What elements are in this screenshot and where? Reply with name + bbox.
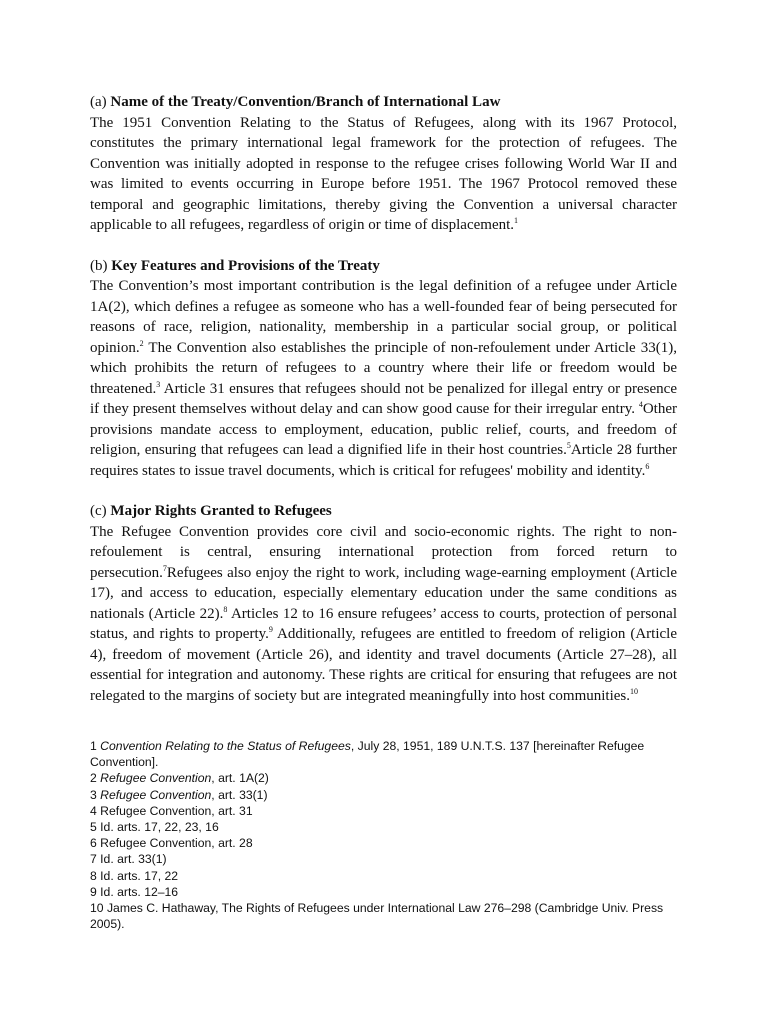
paragraph-text: The 1951 Convention Relating to the Status of Refugees, along with its 1967 Protocol, constitutes the primary international legal framework for the protection of refugees. The Convention was initially adopted in response to the refugee crises following World War II and was limited to events occurring in Europe before 1951. The 1967 Protocol removed these temporal and geographic limitations, thereby giving the Convention a universal character applicable to all refugees, regardless of origin or time of displacement. [90, 114, 677, 233]
footnote-reference: 7 [162, 563, 167, 573]
footnote-reference: 6 [645, 461, 650, 471]
paragraph-text: Article 28 further requires states to issue travel documents, which is critical for refugees' mobility and identity. [90, 442, 677, 479]
footnote-reference: 9 [268, 625, 273, 634]
section-paragraph [90, 276, 677, 481]
paragraph-text: The Convention’s most important contribution is the legal definition of a refugee under Article 1A(2), which defines a refugee as someone who has a well-founded fear of being persecuted for reasons of race, religion, nationality, membership in a particular social group, or political opinion. [90, 278, 677, 356]
footnote: 1 Convention Relating to the Status of Refugees, July 28, 1951, 189 U.N.T.S. 137 [hereinafter Refugee Convention]. [90, 739, 645, 770]
footnotes [90, 738, 680, 932]
footnote: 6 Refugee Convention, art. 28 [90, 836, 253, 851]
footnote-reference: 1 [514, 216, 519, 225]
section-heading [90, 92, 677, 113]
paragraph-text: The Refugee Convention provides core civil and socio-economic rights. The right to non-refoulement is central, ensuring international protection from forced return to persecution. [90, 523, 677, 581]
section-marker: (b) [90, 257, 108, 274]
footnote-reference: 10 [630, 686, 638, 696]
paragraph-text: The Convention also establishes the principle of non-refoulement under Article 33(1), which prohibits the return of refugees to a country where their life or freedom would be threatened. [90, 339, 677, 397]
section-marker: (c) [90, 503, 107, 519]
paragraph-text: Article 31 ensures that refugees should not be penalized for illegal entry or presence if they present themselves without delay and can show good cause for their irregular entry. [90, 380, 677, 417]
section-paragraph [90, 113, 677, 236]
footnote-reference: 8 [223, 604, 228, 614]
footnote-reference: 5 [566, 441, 571, 450]
section-heading [90, 501, 677, 522]
section-b [90, 256, 677, 482]
footnote: 4 Refugee Convention, art. 31 [90, 803, 253, 818]
footnote: 3 Refugee Convention, art. 33(1) [90, 787, 268, 802]
section-title: Major Rights Granted to Refugees [110, 503, 332, 519]
paragraph-text: Additionally, refugees are entitled to freedom of religion (Article 4), freedom of movement (Article 26), and identity and travel documents (Article 27–28), all essential for integration and autonomy. These rights are critical for ensuring that refugees are not relegated to the margins of society but are integrated meaningfully into host communities. [90, 626, 677, 704]
paragraph-text: Articles 12 to 16 ensure refugees’ access to courts, protection of personal status, and rights to property. [90, 605, 677, 642]
footnote-reference: 3 [156, 379, 161, 389]
section-title: Name of the Treaty/Convention/Branch of International Law [110, 94, 501, 110]
footnote-reference: 4 [638, 400, 643, 409]
section-paragraph [90, 522, 677, 707]
footnote: 5 Id. arts. 17, 22, 23, 16 [90, 820, 219, 835]
footnote-reference: 2 [139, 338, 144, 348]
footnote: 7 Id. art. 33(1) [90, 852, 167, 867]
footnote: 2 Refugee Convention, art. 1A(2) [90, 771, 269, 786]
section-marker: (a) [90, 94, 107, 110]
paragraph-text: Other provisions mandate access to employment, education, public relief, courts, and freedom of religion, ensuring that refugees can lead a dignified life in their host countries. [90, 401, 677, 458]
document-body [90, 92, 677, 726]
section-heading [90, 256, 677, 277]
footnote: 10 James C. Hathaway, The Rights of Refugees under International Law 276–298 (Cambridge Univ. Press 2005). [90, 901, 664, 932]
section-c [90, 501, 677, 706]
section-title: Key Features and Provisions of the Treaty [111, 257, 380, 274]
footnote: 8 Id. arts. 17, 22 [90, 868, 179, 883]
section-a [90, 92, 677, 236]
footnote: 9 Id. arts. 12–16 [90, 884, 179, 899]
paragraph-text: Refugees also enjoy the right to work, including wage-earning employment (Article 17), and access to education, especially elementary education under the same conditions as nationals (Article 22). [90, 564, 677, 622]
